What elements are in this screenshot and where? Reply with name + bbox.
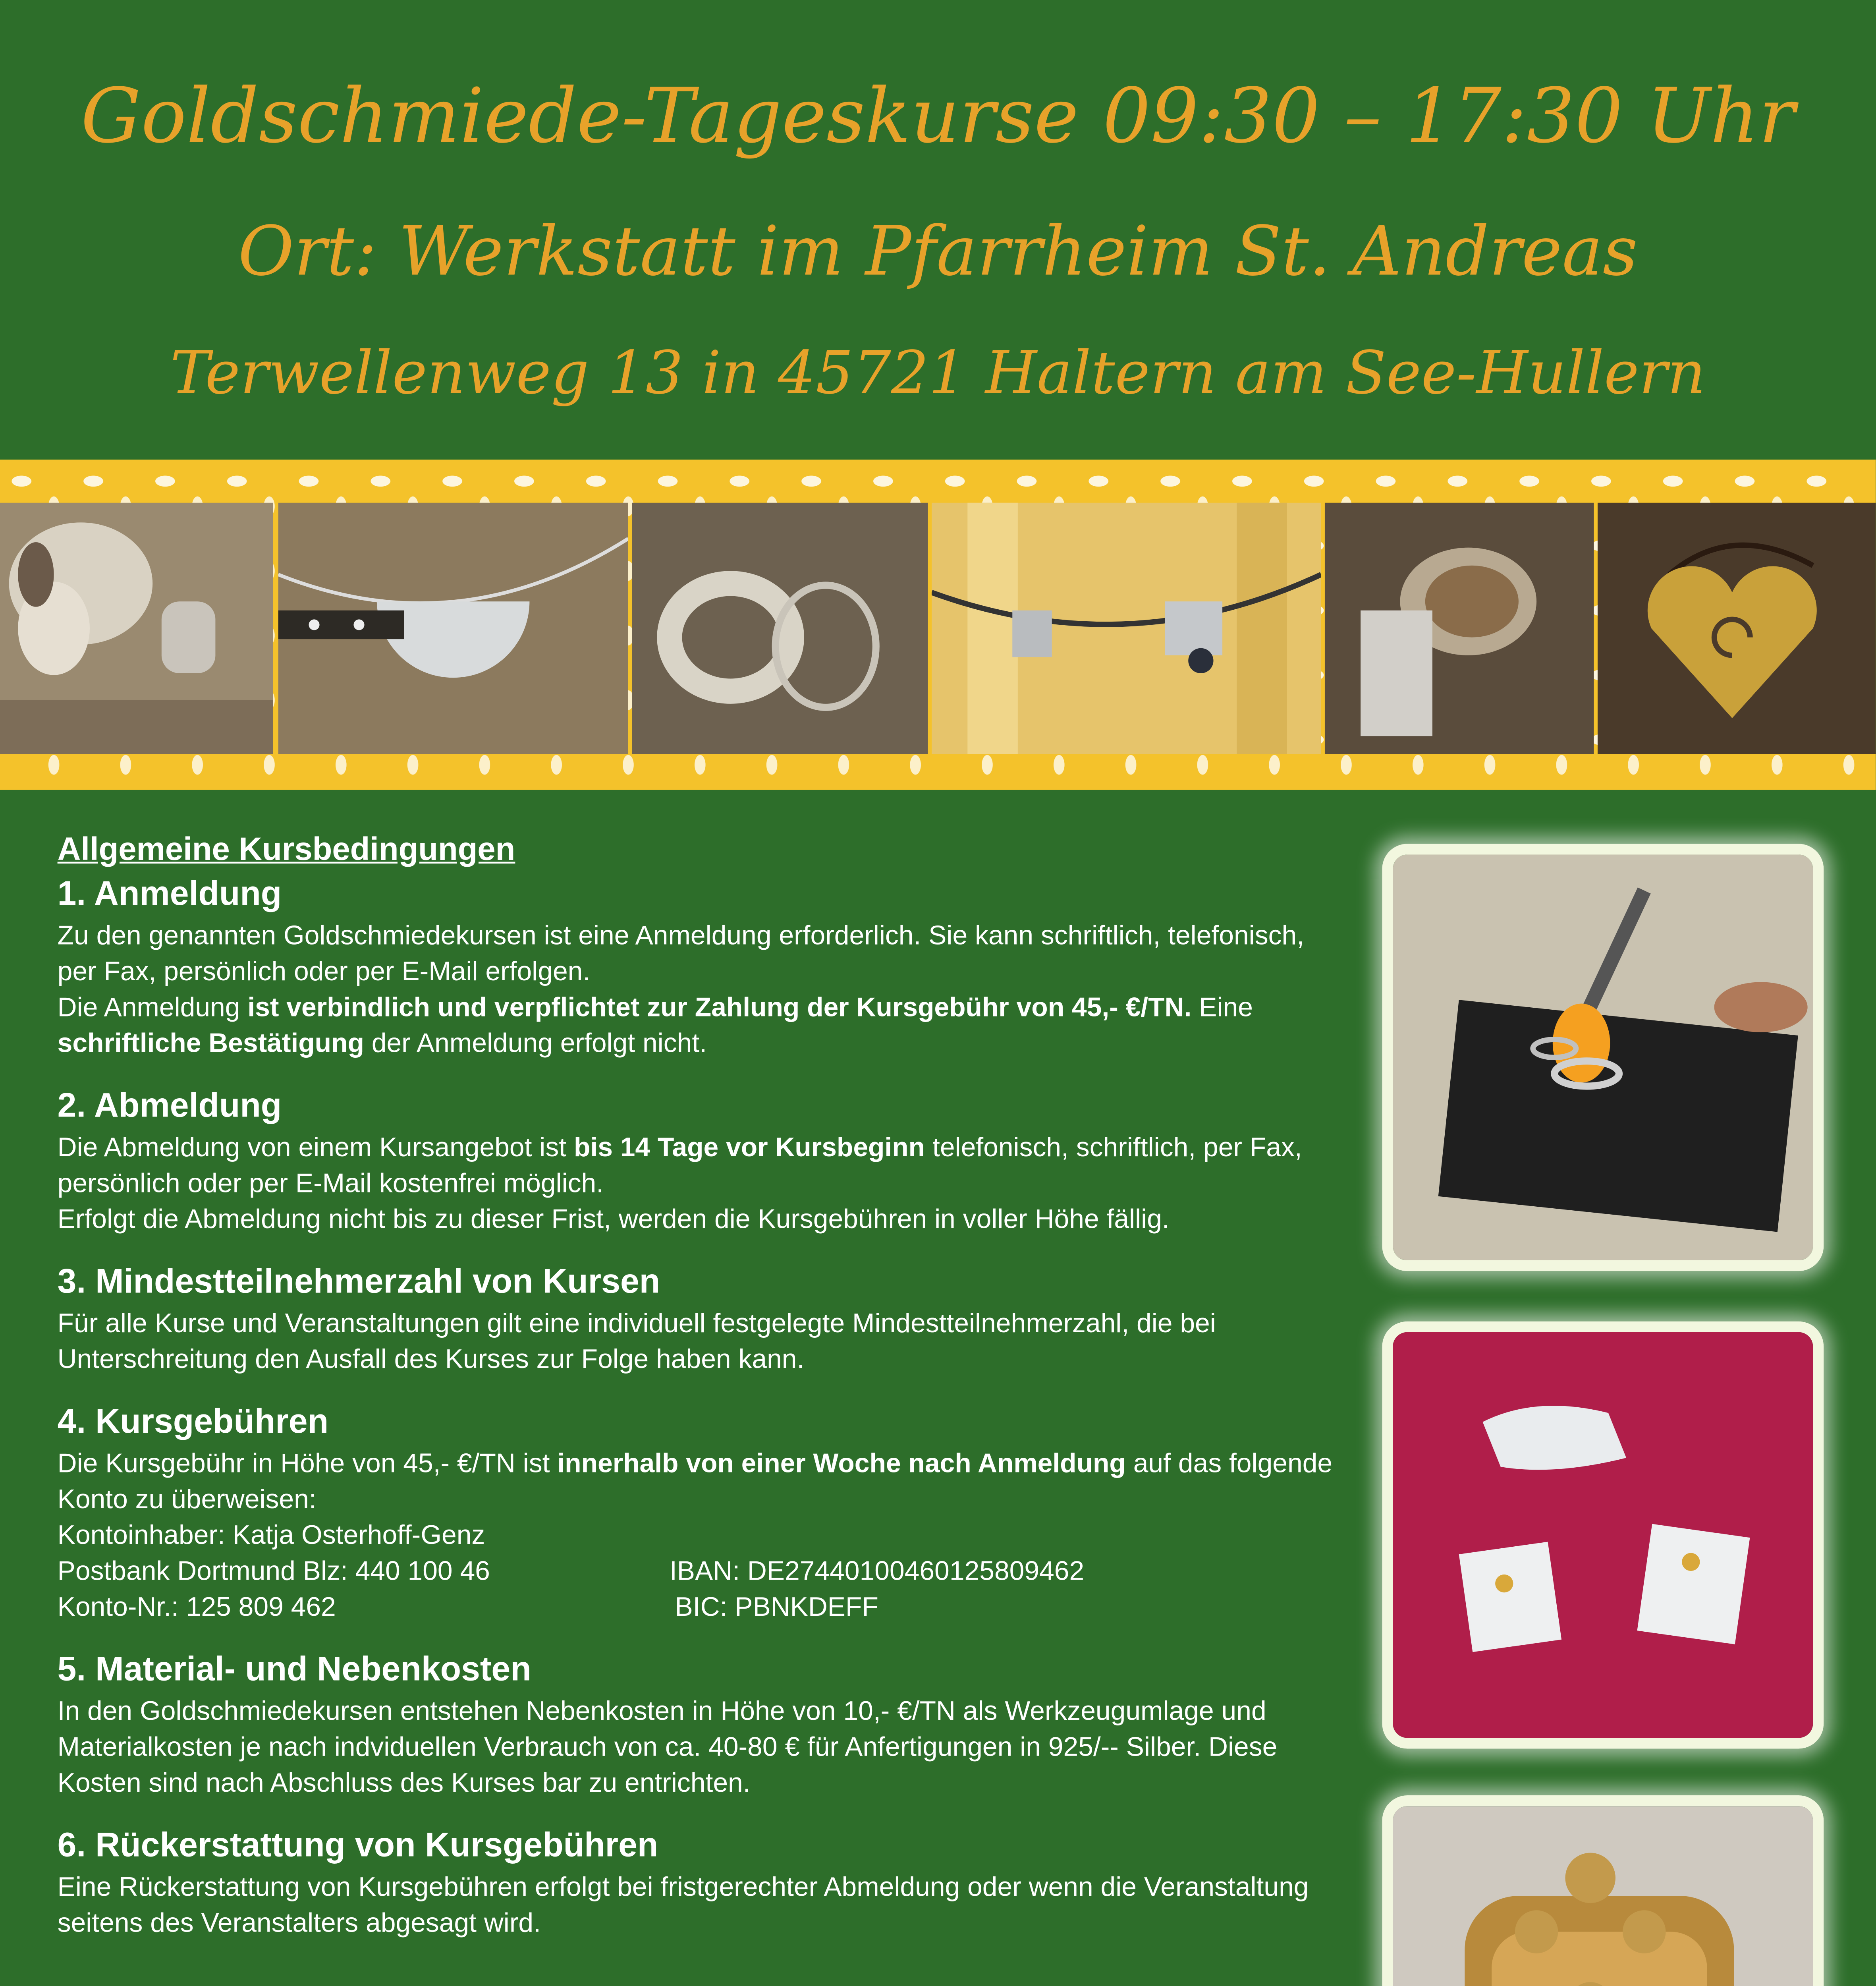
bank-row-2 (58, 1591, 1336, 1627)
photo-dog-figurine-ring (0, 503, 273, 754)
refund-text: Eine Rückerstattung von Kursgebühren erfolgt bei fristgerechter Abmeldung oder wenn die Veranstaltung seitens des Veranstalters abgesagt wird. (57, 1872, 1309, 1939)
header-title: Goldschmiede-Tageskurse 09:30 – 17:30 Uhr (81, 71, 1795, 160)
cancellation-text: Die Abmeldung von einem Kursangebot ist bis 14 Tage vor Kursbeginn telefonisch, schriftlich, per Fax, persönlich oder per E-Mail kostenfrei möglich. (57, 1133, 1302, 1200)
material-costs-text: In den Goldschmiedekursen entstehen Nebenkosten in Höhe von 10,- €/TN als Werkzeugumlage und Materialkosten je nach indviduellen Verbrauch von ca. 40-80 € für Anfertigungen in 925/-- Silber. Diese Kosten sind nach Abschluss des Kurses bar zu entrichten. (57, 1696, 1278, 1799)
header-address: Terwellenweg 13 in 45721 Haltern am See-Hullern (170, 337, 1706, 408)
conditions-title: Allgemeine Kursbedingungen (57, 831, 515, 867)
course-conditions (58, 826, 1336, 1942)
section-heading-registration: 1. Anmeldung (57, 876, 282, 914)
section-heading-material-costs: 5. Material- und Nebenkosten (57, 1652, 531, 1690)
section-heading-min-participants: 3. Mindestteilnehmerzahl von Kursen (57, 1264, 660, 1302)
bank-name: Postbank Dortmund Blz: 440 100 46 (57, 1556, 490, 1587)
bank-bic: BIC: PBNKDEFF (675, 1592, 878, 1623)
bank-account-number: Konto-Nr.: 125 809 462 (57, 1592, 336, 1623)
registration-binding-text: Die Anmeldung ist verbindlich und verpflichtet zur Zahlung der Kursgebühr von 45,- €/TN. Eine schriftliche Bestätigung der Anmeldung erfolgt nicht. (57, 993, 1253, 1059)
bank-row-1 (58, 1555, 1336, 1590)
account-holder: Kontoinhaber: Katja Osterhoff-Genz (57, 1520, 485, 1551)
photo-gold-ring (1382, 1795, 1824, 1986)
header-location: Ort: Werkstatt im Pfarrheim St. Andreas (238, 212, 1638, 291)
photo-pendant-necklace (278, 503, 628, 754)
photo-heart-pendant (1598, 503, 1876, 754)
section-heading-fees: 4. Kursgebühren (57, 1404, 329, 1442)
photo-silver-jewelry-on-red (1382, 1321, 1824, 1749)
bank-iban: IBAN: DE27440100460125809462 (669, 1556, 1085, 1587)
fees-text: Die Kursgebühr in Höhe von 45,- €/TN ist innerhalb von einer Woche nach Anmeldung auf das folgende Konto zu überweisen: (57, 1449, 1333, 1515)
photo-soldering-rings (1382, 844, 1824, 1271)
section-heading-cancellation: 2. Abmeldung (57, 1088, 282, 1126)
cancellation-late-text: Erfolgt die Abmeldung nicht bis zu dieser Frist, werden die Kursgebühren in voller Höhe fällig. (57, 1204, 1170, 1235)
registration-text: Zu den genannten Goldschmiedekursen ist eine Anmeldung erforderlich. Sie kann schriftlich, telefonisch, per Fax, persönlich oder per E-Mail erfolgen. (57, 921, 1305, 987)
photo-cable-necklaces (932, 503, 1321, 754)
photo-stone-ring (1325, 503, 1594, 754)
min-participants-text: Für alle Kurse und Veranstaltungen gilt eine individuell festgelegte Mindestteilnehmerzahl, die bei Unterschreitung den Ausfall des Kurses zur Folge haben kann. (57, 1309, 1216, 1376)
section-heading-refund: 6. Rückerstattung von Kursgebühren (57, 1828, 658, 1866)
photo-rings (632, 503, 928, 754)
